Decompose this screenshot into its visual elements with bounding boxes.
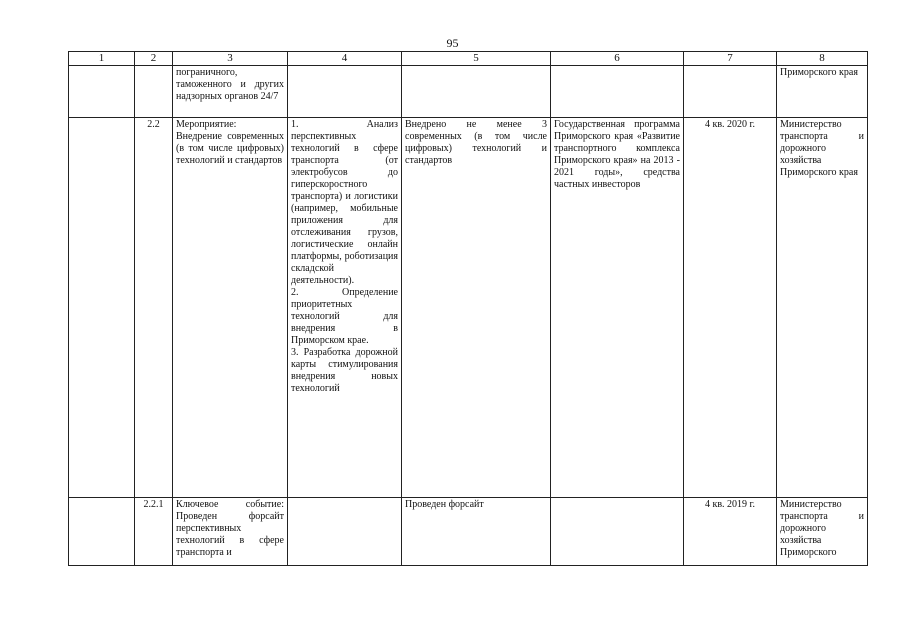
cell-actions xyxy=(288,66,402,118)
cell-actions: 1. Анализ перспективных технологий в сфере транспорта (от электробусов до гиперскоростного транспорта) и логистики (например, мобильные приложения для отслеживания грузов, логистические онлайн платформы, роботизация складской деятельности). 2. Определение приоритетных технологий для внедрения в Приморском крае. 3. Разработка дорожной карты стимулирования внедрения новых технологий xyxy=(288,118,402,498)
document-table xyxy=(68,51,868,566)
cell-deadline: 4 кв. 2019 г. xyxy=(684,498,777,566)
cell-funding xyxy=(551,66,684,118)
cell-number xyxy=(69,66,135,118)
column-header: 4 xyxy=(288,52,402,66)
cell-index xyxy=(135,66,173,118)
cell-funding: Государственная программа Приморского края «Развитие транспортного комплекса Приморского края» на 2013 - 2021 годы», средства частных инвесторов xyxy=(551,118,684,498)
column-header: 2 xyxy=(135,52,173,66)
cell-responsible: Приморского края xyxy=(777,66,868,118)
column-header: 8 xyxy=(777,52,868,66)
cell-deadline: 4 кв. 2020 г. xyxy=(684,118,777,498)
column-header: 3 xyxy=(173,52,288,66)
table-header-row xyxy=(69,52,868,66)
cell-event: Мероприятие: Внедрение современных (в том числе цифровых) технологий и стандартов xyxy=(173,118,288,498)
column-header: 6 xyxy=(551,52,684,66)
cell-actions xyxy=(288,498,402,566)
page-number: 95 xyxy=(446,36,459,50)
cell-deadline xyxy=(684,66,777,118)
cell-result: Проведен форсайт xyxy=(402,498,551,566)
cell-responsible: Министерство транспорта и дорожного хозяйства Приморского края xyxy=(777,118,868,498)
cell-result xyxy=(402,66,551,118)
cell-index: 2.2 xyxy=(135,118,173,498)
cell-funding xyxy=(551,498,684,566)
cell-responsible: Министерство транспорта и дорожного хозяйства Приморского xyxy=(777,498,868,566)
column-header: 7 xyxy=(684,52,777,66)
cell-number xyxy=(69,498,135,566)
table-row xyxy=(69,66,868,118)
cell-number xyxy=(69,118,135,498)
cell-event: пограничного, таможенного и других надзорных органов 24/7 xyxy=(173,66,288,118)
column-header: 5 xyxy=(402,52,551,66)
column-header: 1 xyxy=(69,52,135,66)
cell-event: Ключевое событие: Проведен форсайт перспективных технологий в сфере транспорта и xyxy=(173,498,288,566)
cell-index: 2.2.1 xyxy=(135,498,173,566)
table-row xyxy=(69,118,868,498)
table-row xyxy=(69,498,868,566)
cell-result: Внедрено не менее 3 современных (в том числе цифровых) технологий и стандартов xyxy=(402,118,551,498)
